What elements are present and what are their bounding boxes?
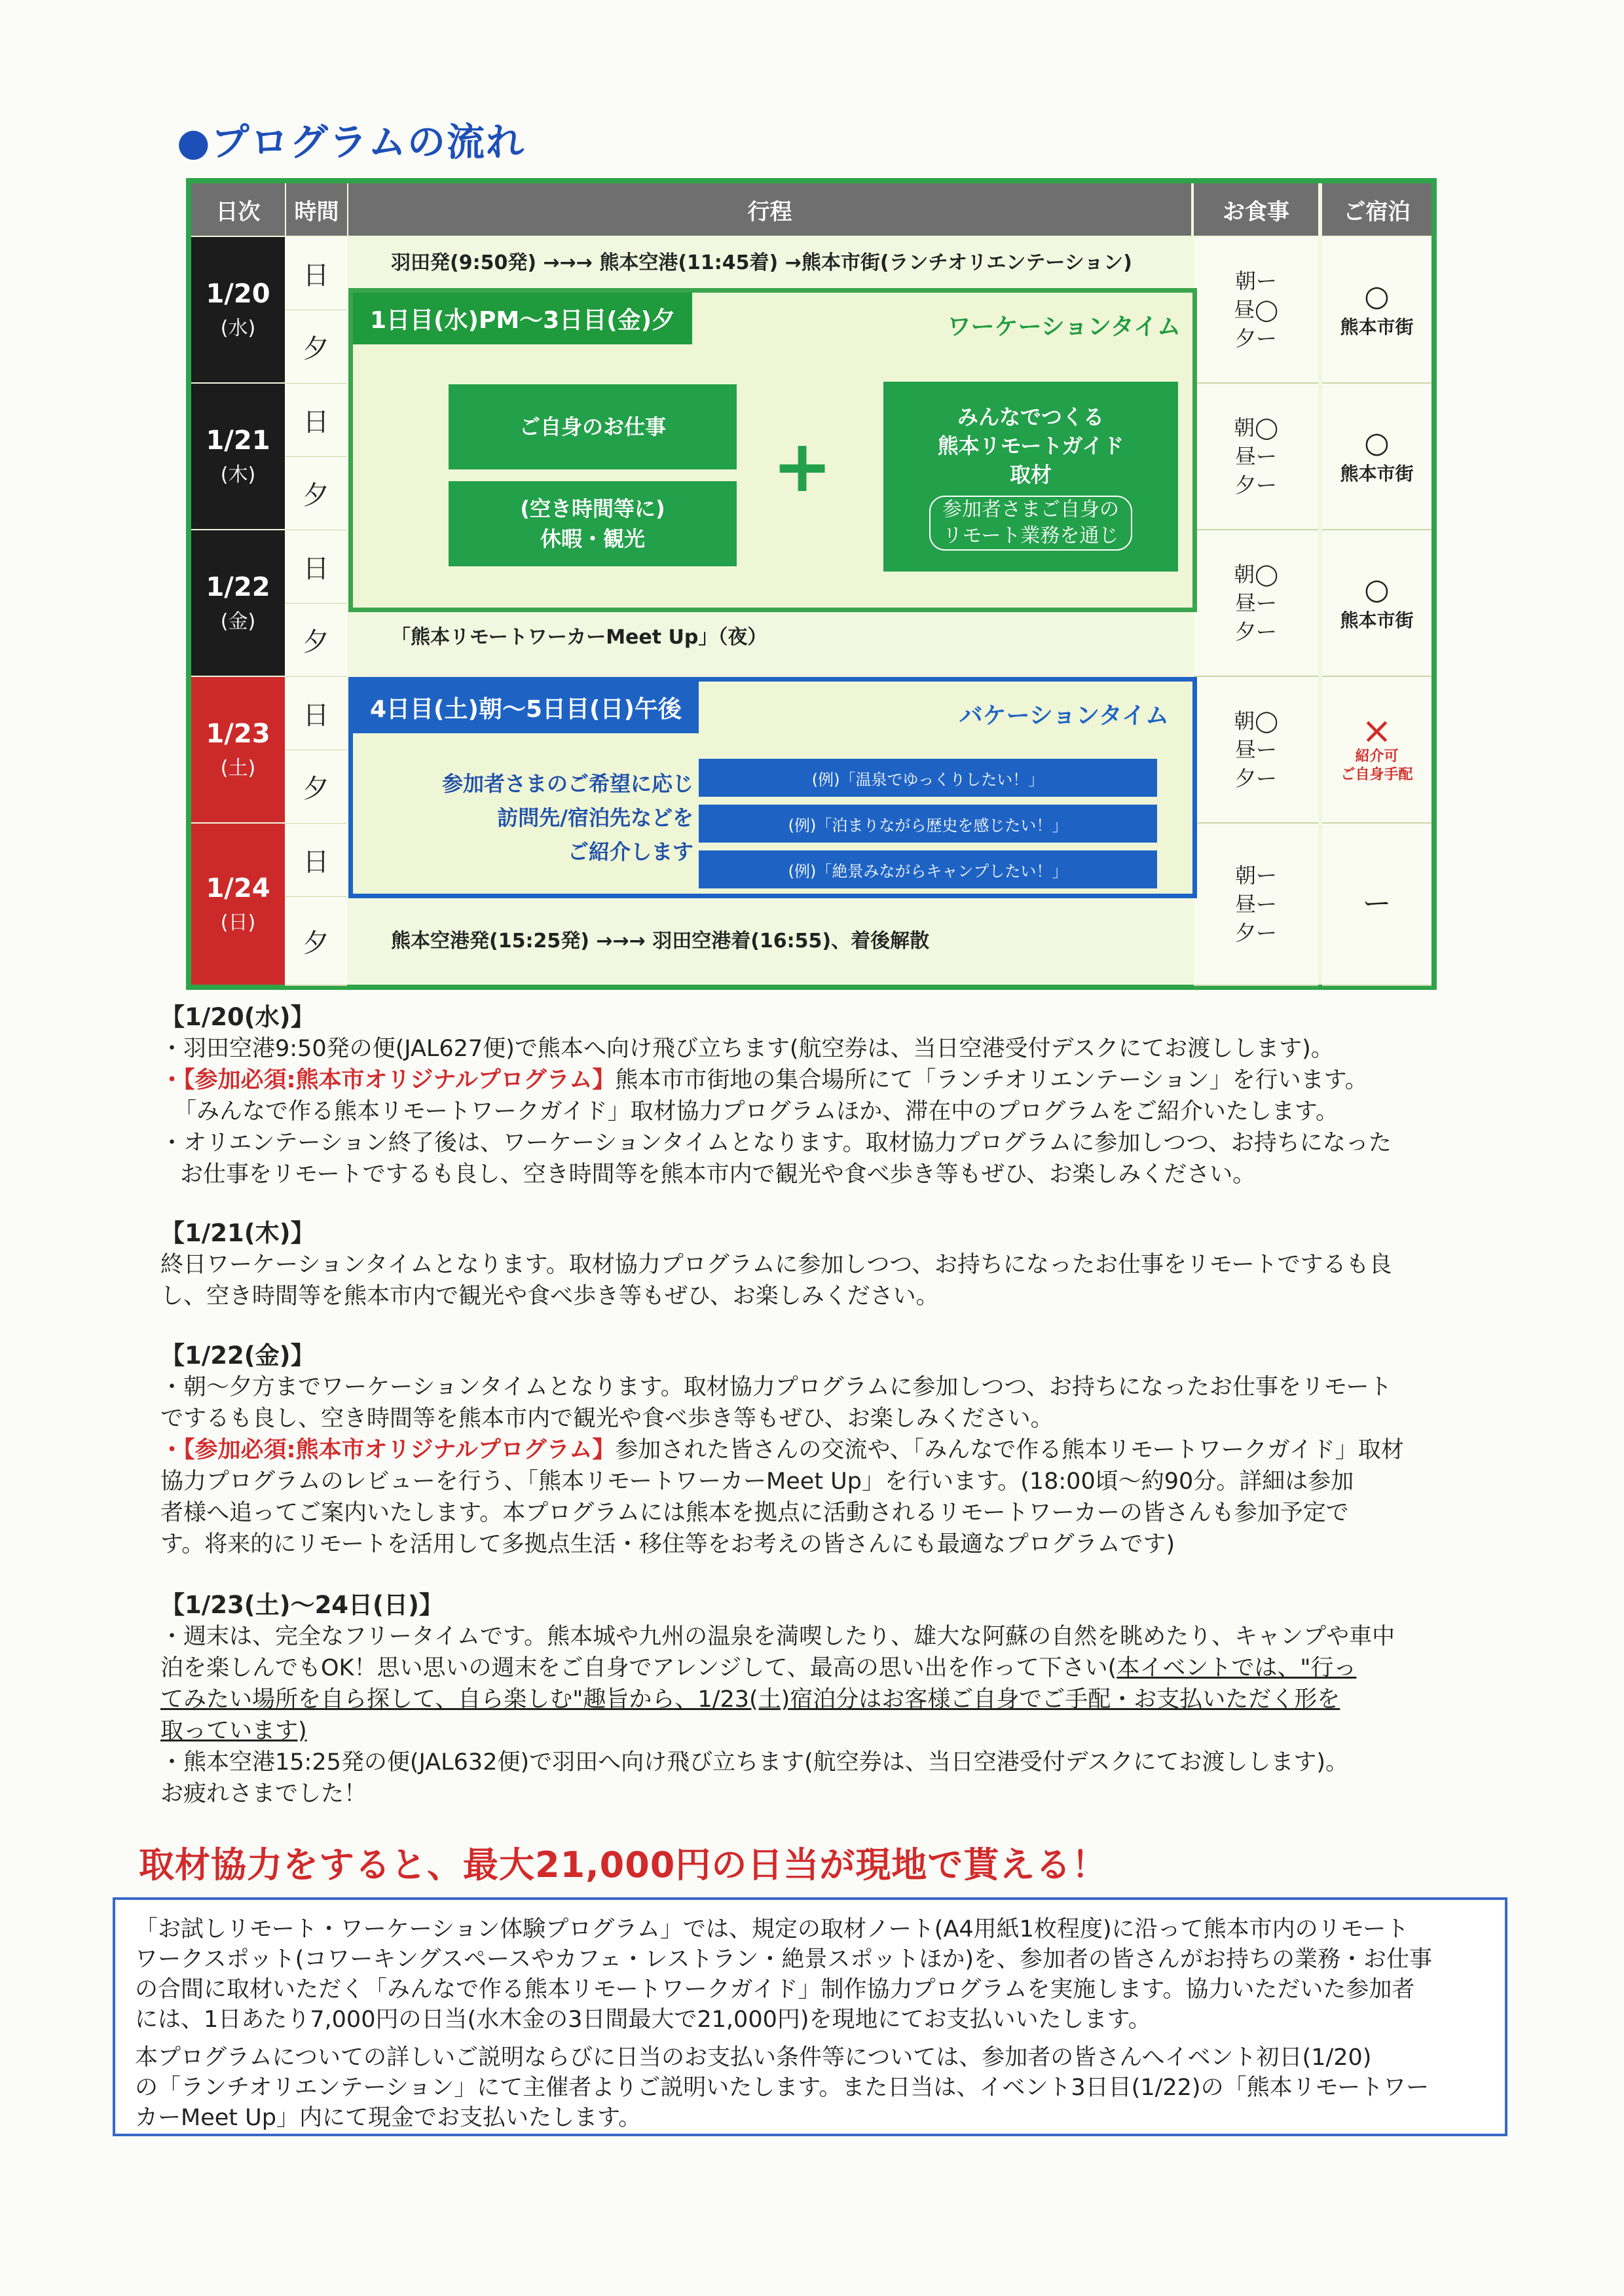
meal-lunch: 昼◯: [1234, 297, 1278, 322]
day-cell-2: [191, 384, 285, 529]
note-line: の合間に取材いただく「みんなで作る熊本リモートワークガイド」制作協力プログラムを実施します。協力いただいた参加者: [135, 1977, 1415, 2003]
time-cell: 日: [285, 384, 347, 458]
stay-mark: ○: [1364, 426, 1390, 460]
time-cell: 日: [285, 237, 347, 311]
remote-guide-box: [883, 382, 1178, 572]
day-date: 1/22: [206, 572, 270, 602]
vacation-desc-line: ご紹介します: [567, 839, 693, 864]
details-line: 「みんなで作る熊本リモートワークガイド」取材協力プログラムほか、滞在中のプログラムをご紹介いたします。: [174, 1099, 1339, 1125]
details-text: 泊を楽しんでもOK！思い思いの週末をご自身でアレンジして、最高の思い出を作って下さい(: [160, 1655, 1117, 1681]
details-day3: [160, 1340, 1470, 1560]
time-cell: 日: [285, 824, 347, 898]
meal-cell-3: [1194, 530, 1318, 677]
day-dow: (金): [220, 610, 256, 633]
per-diem-banner: 取材協力をすると、最大21,000円の日当が現地で貰える！: [139, 1844, 1108, 1886]
note-paragraph-1: [135, 1914, 1497, 2035]
required-label: ・【参加必須:熊本市オリジナルプログラム】: [160, 1437, 616, 1463]
details-text: 熊本市市街地の集合場所にて「ランチオリエンテーション」を行います。: [615, 1067, 1368, 1093]
meal-dinner: 夕ー: [1234, 920, 1277, 945]
meal-dinner: 夕ー: [1234, 766, 1277, 791]
stay-mark: ○: [1364, 280, 1390, 313]
stay-label: 熊本市街: [1340, 463, 1414, 484]
note-line: カーMeet Up」内にて現金でお支払いたします。: [135, 2105, 642, 2131]
time-cell: 夕: [285, 310, 347, 384]
vacation-example: (例)「温泉でゆっくりしたい！」: [699, 759, 1157, 797]
header-itinerary: 行程: [348, 183, 1191, 236]
itinerary-last-day: 熊本空港発(15:25発) →→→ 羽田空港着(16:55)、着後解散: [391, 930, 930, 953]
plus-icon: +: [772, 424, 833, 508]
own-work-box: ご自身のお仕事: [449, 384, 737, 469]
stay-cell-5: [1322, 824, 1431, 986]
meal-breakfast: 朝ー: [1234, 863, 1277, 888]
header-time: 時間: [286, 183, 347, 236]
guide-note-line: 参加者さまご自身の: [942, 498, 1119, 521]
free-time-label: 休暇・観光: [540, 526, 645, 551]
vacation-description: [392, 767, 693, 869]
itinerary-meetup: 「熊本リモートワーカーMeet Up」（夜）: [391, 626, 767, 649]
meal-lunch: 昼ー: [1234, 444, 1277, 469]
details-heading: 【1/23(土)～24日(日)】: [160, 1591, 443, 1619]
guide-label: 熊本リモートガイド: [937, 433, 1124, 458]
details-line: 協力プログラムのレビューを行う、「熊本リモートワーカーMeet Up」を行います。(18:00頃～約90分。詳細は参加: [160, 1468, 1354, 1495]
stay-mark: ー: [1362, 887, 1392, 920]
time-cell: 夕: [285, 897, 347, 986]
details-day2: [160, 1218, 1470, 1312]
meal-cell-1: [1194, 237, 1318, 384]
meal-cell-2: [1194, 384, 1318, 530]
details-line: し、空き時間等を熊本市内で観光や食べ歩き等もぜひ、お楽しみください。: [160, 1283, 939, 1309]
stay-label: 熊本市街: [1340, 316, 1414, 338]
stay-label: 熊本市街: [1340, 610, 1414, 631]
stay-mark: ○: [1364, 573, 1390, 606]
note-paragraph-2: [135, 2043, 1497, 2133]
day-date: 1/24: [206, 873, 270, 903]
guide-label: 取材: [1009, 462, 1052, 487]
day-cell-4: [191, 677, 285, 822]
details-heading: 【1/21(木)】: [160, 1219, 315, 1247]
required-label: ・【参加必須:熊本市オリジナルプログラム】: [160, 1067, 616, 1093]
time-cell: 夕: [285, 604, 347, 678]
header-meal: お食事: [1194, 183, 1318, 236]
schedule-table: [186, 178, 1437, 990]
details-text: 参加された皆さんの交流や、「みんなで作る熊本リモートワークガイド」取材: [615, 1437, 1404, 1463]
details-heading: 【1/20(水)】: [160, 1003, 315, 1031]
details-line: ・熊本空港15:25発の便(JAL632便)で羽田へ向け飛び立ちます(航空券は、当日空港受付デスクにてお渡しします)。: [160, 1749, 1349, 1776]
details-line: [160, 1434, 1470, 1466]
details-line: でするも良し、空き時間等を熊本市内で観光や食べ歩き等もぜひ、お楽しみください。: [160, 1406, 1054, 1432]
vacation-example: (例)「絶景みながらキャンプしたい！」: [699, 850, 1157, 888]
details-line: す。将来的にリモートを活用して多拠点生活・移住等をお考えの皆さんにも最適なプログラムです): [160, 1531, 1175, 1558]
vacation-desc-line: 訪問先/宿泊先などを: [497, 805, 693, 830]
meal-breakfast: 朝ー: [1234, 268, 1277, 293]
stay-label-2: ご自身手配: [1340, 767, 1413, 783]
details-line: [160, 1065, 1470, 1096]
workation-block: [348, 288, 1197, 612]
vacation-title: バケーションタイム: [959, 702, 1169, 729]
details-line: ・週末は、完全なフリータイムです。熊本城や九州の温泉を満喫したり、雄大な阿蘇の自然を眺めたり、キャンプや車中: [160, 1624, 1395, 1650]
details-line: ・羽田空港9:50発の便(JAL627便)で熊本へ向け飛び立ちます(航空券は、当日空港受付デスクにてお渡しします)。: [160, 1036, 1334, 1062]
section-title: ●プログラムの流れ: [177, 120, 526, 164]
vacation-desc-line: 参加者さまのご希望に応じ: [441, 771, 693, 796]
details-line: てみたい場所を自ら探して、自ら楽しむ"趣旨から、1/23(土)宿泊分はお客様ご自身でご手配・お支払いただく形を: [160, 1686, 1340, 1713]
day-cell-3: [191, 530, 285, 676]
day-date: 1/21: [206, 426, 270, 456]
day-date: 1/23: [206, 719, 270, 749]
meal-dinner: 夕ー: [1234, 326, 1277, 351]
note-line: 「お試しリモート・ワーケーション体験プログラム」では、規定の取材ノート(A4用紙1枚程度)に沿って熊本市内のリモート: [135, 1916, 1409, 1942]
day-cell-5: [191, 824, 285, 985]
details-line: ・朝～夕方までワーケーションタイムとなります。取材協力プログラムに参加しつつ、お持ちになったお仕事をリモート: [160, 1374, 1392, 1400]
details-day4: [160, 1590, 1470, 1810]
vacation-example: (例)「泊まりながら歴史を感じたい！」: [699, 805, 1157, 843]
vacation-block: [348, 677, 1197, 898]
details-day1: [160, 1002, 1470, 1190]
vacation-period-tag: 4日目(土)朝～5日目(日)午後: [353, 682, 699, 733]
note-line: 本プログラムについての詳しいご説明ならびに日当のお支払い条件等については、参加者の皆さんへイベント初日(1/20): [135, 2045, 1372, 2071]
meal-lunch: 昼ー: [1234, 591, 1277, 615]
day-dow: (土): [220, 757, 256, 780]
stay-mark-cross: ×: [1361, 710, 1392, 752]
time-cell: 夕: [285, 750, 347, 824]
details-line: 取っています): [160, 1718, 307, 1744]
stay-label: 紹介可: [1355, 748, 1399, 765]
guide-label: みんなでつくる: [957, 405, 1104, 429]
note-line: ワークスポット(コワーキングスペースやカフェ・レストラン・絶景スポットほか)を、参加者の皆さんがお持ちの業務・お仕事: [135, 1946, 1433, 1973]
meal-cell-4: [1194, 677, 1318, 824]
day-dow: (木): [220, 464, 256, 486]
stay-cell-2: [1322, 384, 1431, 530]
meal-breakfast: 朝◯: [1234, 708, 1278, 733]
header-day: 日次: [191, 183, 285, 236]
note-line: の「ランチオリエンテーション」にて主催者よりご説明いたします。また日当は、イベント3日目(1/22)の「熊本リモートワー: [135, 2075, 1430, 2101]
free-time-box: [449, 481, 737, 566]
time-cell: 夕: [285, 457, 347, 531]
day-dow: (水): [220, 317, 256, 340]
itinerary-first-day: 羽田発(9:50発) →→→ 熊本空港(11:45着) →熊本市街(ランチオリエンテーション): [391, 251, 1132, 274]
stay-cell-3: [1322, 530, 1431, 677]
workation-title: ワーケーションタイム: [947, 314, 1181, 340]
meal-lunch: 昼ー: [1234, 737, 1277, 762]
header-stay: ご宿泊: [1322, 183, 1431, 236]
free-time-label: (空き時間等に): [520, 496, 665, 521]
guide-note: [929, 496, 1132, 551]
details-line: 者様へ追ってご案内いたします。本プログラムには熊本を拠点に活動されるリモートワーカーの皆さんも参加予定で: [160, 1500, 1349, 1526]
stay-cell-4: [1322, 677, 1431, 824]
details-line: [160, 1652, 1470, 1684]
meal-breakfast: 朝◯: [1234, 415, 1278, 440]
details-line: 終日ワーケーションタイムとなります。取材協力プログラムに参加しつつ、お持ちになったお仕事をリモートでするも良: [160, 1252, 1392, 1278]
guide-note-line: リモート業務を通じ: [942, 524, 1119, 547]
meal-lunch: 昼ー: [1234, 892, 1277, 917]
details-underlined: 本イベントでは、"行っ: [1116, 1655, 1357, 1681]
meal-dinner: 夕ー: [1234, 619, 1277, 644]
time-cell: 日: [285, 530, 347, 604]
day-dow: (日): [220, 911, 256, 934]
meal-breakfast: 朝◯: [1234, 562, 1278, 587]
day-date: 1/20: [206, 279, 270, 309]
note-line: には、1日あたり7,000円の日当(水木金の3日間最大で21,000円)を現地にてお支払いいたします。: [135, 2007, 1151, 2033]
details-line: ・オリエンテーション終了後は、ワーケーションタイムとなります。取材協力プログラムに参加しつつ、お持ちになった: [160, 1130, 1392, 1156]
meal-cell-5: [1194, 824, 1318, 986]
details-line: お仕事をリモートでするも良し、空き時間等を熊本市内で観光や食べ歩き等もぜひ、お楽しみください。: [180, 1161, 1256, 1188]
meal-dinner: 夕ー: [1234, 473, 1277, 498]
per-diem-note-box: [113, 1897, 1507, 2136]
time-cell: 日: [285, 677, 347, 751]
workation-period-tag: 1日目(水)PM～3日目(金)夕: [353, 293, 692, 344]
stay-cell-1: [1322, 237, 1431, 384]
details-heading: 【1/22(金)】: [160, 1341, 315, 1370]
day-cell-1: [191, 237, 285, 382]
details-line: お疲れさまでした！: [160, 1781, 367, 1807]
